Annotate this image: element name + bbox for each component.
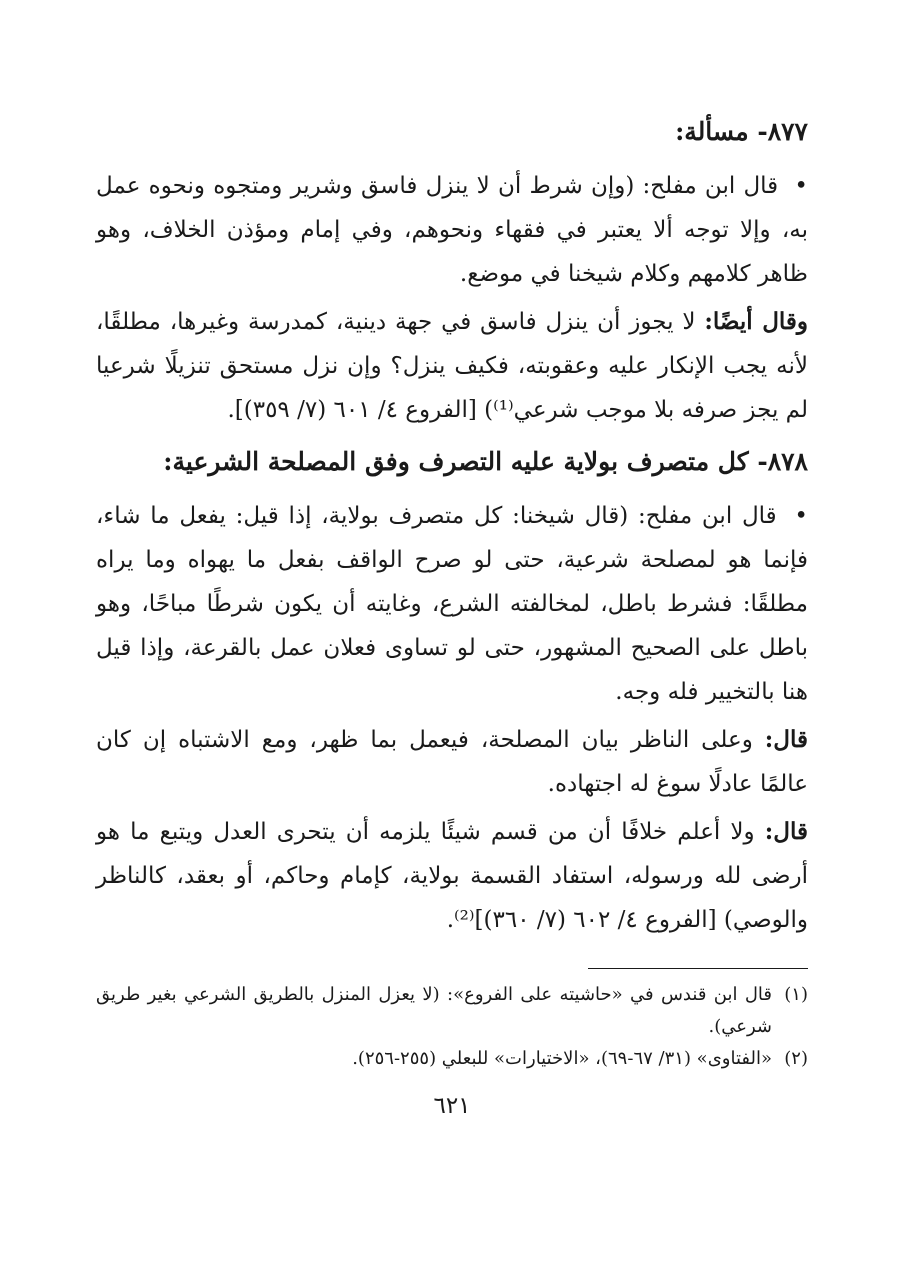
issue-878-paragraph-3-text: ولا أعلم خلافًا أن من قسم شيئًا يلزمه أن يتحرى العدل ويتبع ما هو أرضى لله ورسوله، استفاد القسمة بولاية، كإمام وحاكم، أو بعقد، كالناظر والوصي) [الفروع ٤/ ٦٠٢ (٧/ ٣٦٠)]⁽²⁾. [96, 819, 808, 933]
bullet-icon: • [794, 503, 808, 529]
footnote-2-number: (٢) [784, 1048, 808, 1069]
issue-878-paragraph-2 [96, 718, 808, 806]
footnote-1-number: (١) [784, 984, 808, 1005]
issue-878-paragraph-3-lead: قال: [764, 818, 808, 845]
page-number: ٦٢١ [433, 1093, 471, 1119]
issue-878-paragraph-2-lead: قال: [764, 726, 809, 753]
page-body [96, 112, 808, 1119]
issue-877-title: ٨٧٧- مسألة: [675, 117, 808, 146]
footnote-1-text: قال ابن قندس في «حاشيته على الفروع»: (لا يعزل المنزل بالطريق الشرعي بغير طريق شرعي). [96, 984, 772, 1037]
issue-878-paragraph-1-text: قال ابن مفلح: (قال شيخنا: كل متصرف بولاية، إذا قيل: يفعل ما شاء، فإنما هو لمصلحة شرعية، حتى لو صرح الواقف بفعل ما يهواه وما يراه مطلقًا: فشرط باطل، لمخالفته الشرع، وغايته أن يكون شرطًا مباحًا، وهو باطل على الصحيح المشهور، حتى لو تساوى فعلان عمل بالقرعة، وإذا قيل هنا بالتخيير فله وجه. [96, 503, 808, 705]
issue-877-paragraph-1-text: قال ابن مفلح: (وإن شرط أن لا ينزل فاسق وشرير ومتجوه ونحوه عمل به، وإلا توجه ألا يعتبر في فقهاء ونحوهم، وفي إمام ومؤذن الخلاف، وهو ظاهر كلامهم وكلام شيخنا في موضع. [96, 173, 808, 287]
footnote-2 [96, 1043, 808, 1075]
issue-878-paragraph-2-text: وعلى الناظر بيان المصلحة، فيعمل بما ظهر، ومع الاشتباه إن كان عالمًا عادلًا سوغ له اجتهاده. [96, 727, 808, 797]
bullet-icon: • [794, 173, 808, 199]
issue-878-paragraph-1 [96, 494, 808, 714]
issue-878-paragraph-3 [96, 810, 808, 942]
issue-877-paragraph-2 [96, 300, 808, 432]
issue-877-paragraph-1 [96, 164, 808, 296]
footnote-2-text: «الفتاوى» (٣١/ ٦٧-٦٩)، «الاختيارات» للبعلي (٢٥٥-٢٥٦). [352, 1048, 772, 1069]
footnote-1 [96, 979, 808, 1043]
footnote-separator [588, 968, 808, 969]
issue-878-title: ٨٧٨- كل متصرف بولاية عليه التصرف وفق المصلحة الشرعية: [163, 447, 808, 476]
issue-877-paragraph-2-lead: وقال أيضًا: [704, 308, 809, 335]
issue-877-paragraph-2-text: لا يجوز أن ينزل فاسق في جهة دينية، كمدرسة وغيرها، مطلقًا، لأنه يجب الإنكار عليه وعقوبته، فكيف ينزل؟ وإن نزل مستحق تنزيلًا شرعيا لم يجز صرفه بلا موجب شرعي⁽¹⁾) [الفروع ٤/ ٦٠١ (٧/ ٣٥٩)]. [96, 309, 808, 423]
